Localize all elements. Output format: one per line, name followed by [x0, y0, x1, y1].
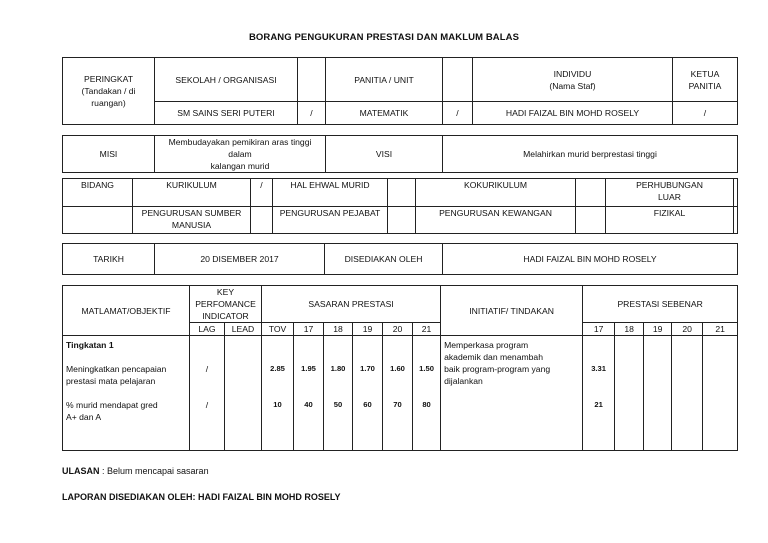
- fizikal-empty-cell: [734, 206, 738, 234]
- disediakan-value: HADI FAIZAL BIN MOHD ROSELY: [443, 244, 738, 275]
- page-title: BORANG PENGUKURAN PRESTASI DAN MAKLUM BALAS: [248, 32, 520, 43]
- tarikh-label: TARIKH: [63, 244, 155, 275]
- perhubungan-empty-cell: [734, 179, 738, 207]
- prestasi-year-20: 20: [672, 323, 703, 336]
- sasaran-year-20: 20: [383, 323, 413, 336]
- misi-label: MISI: [63, 136, 155, 173]
- kewangan-empty-cell: [576, 206, 606, 234]
- lead-header: LEAD: [225, 323, 262, 336]
- target-2-tov: 10: [273, 400, 282, 409]
- sumber-empty-cell: [251, 206, 273, 234]
- prestasi-year-19: 19: [644, 323, 672, 336]
- objective-cell: [63, 336, 190, 451]
- bidang-table: [62, 178, 738, 234]
- sekolah-mark: /: [298, 102, 326, 125]
- target-1-18: 1.80: [330, 364, 346, 373]
- actual-19-cell: [644, 336, 672, 451]
- prestasi-table: [62, 285, 738, 451]
- sasaran-year-17: 17: [294, 323, 324, 336]
- target-2-19: 60: [363, 400, 372, 409]
- kewangan-label: PENGURUSAN KEWANGAN: [416, 206, 576, 234]
- sekolah-label: SEKOLAH / ORGANISASI: [155, 58, 298, 102]
- visi-value: Melahirkan murid berprestasi tinggi: [443, 136, 738, 173]
- lead-cell: [225, 336, 262, 451]
- peringkat-label: PERINGKAT (Tandakan / di ruangan): [63, 58, 155, 125]
- prestasi-year-18: 18: [615, 323, 644, 336]
- prestasi-year-17: 17: [583, 323, 615, 336]
- sasaran-year-18: 18: [324, 323, 353, 336]
- kpi-header: KEY PERFOMANCE INDICATOR: [190, 286, 262, 323]
- target-1-19: 1.70: [360, 364, 375, 373]
- target-1-17: 1.95: [301, 364, 316, 373]
- matlamat-header: MATLAMAT/OBJEKTIF: [63, 286, 190, 336]
- kokurikulum-empty-cell: [576, 179, 606, 207]
- visi-label: VISI: [326, 136, 443, 173]
- target-17-cell: [294, 336, 324, 451]
- prestasi-sebenar-header: PRESTASI SEBENAR: [583, 286, 738, 323]
- tarikh-table: [62, 243, 738, 275]
- target-1-21: 1.50: [419, 364, 434, 373]
- target-2-18: 50: [333, 400, 343, 409]
- pejabat-empty-cell: [388, 206, 416, 234]
- kurikulum-mark: /: [251, 179, 273, 207]
- lag-cell: [190, 336, 225, 451]
- sasaran-year-21: 21: [413, 323, 441, 336]
- individu-value: HADI FAIZAL BIN MOHD ROSELY: [473, 102, 673, 125]
- hal-ehwal-empty-cell: [388, 179, 416, 207]
- target-18-cell: [324, 336, 353, 451]
- bidang-label: BIDANG: [63, 179, 133, 207]
- actual-18-cell: [615, 336, 644, 451]
- objective-2: % murid mendapat gred A+ dan A: [66, 400, 158, 422]
- sekolah-value: SM SAINS SERI PUTERI: [155, 102, 298, 125]
- individu-label: INDIVIDU (Nama Staf): [473, 58, 673, 102]
- target-2-17: 40: [304, 400, 313, 409]
- sasaran-year-19: 19: [353, 323, 383, 336]
- ulasan-value: Belum mencapai sasaran: [107, 466, 209, 476]
- fizikal-label: FIZIKAL: [606, 206, 734, 234]
- target-2-20: 70: [393, 400, 402, 409]
- actual-2-17: 21: [594, 400, 603, 409]
- target-20-cell: [383, 336, 413, 451]
- sekolah-empty-cell: [298, 58, 326, 102]
- panitia-empty-cell: [443, 58, 473, 102]
- ulasan-separator: :: [99, 466, 108, 476]
- objective-1: Meningkatkan pencapaian prestasi mata pelajaran: [66, 364, 167, 386]
- panitia-label: PANITIA / UNIT: [326, 58, 443, 102]
- lag-header: LAG: [190, 323, 225, 336]
- target-tov-cell: [262, 336, 294, 451]
- actual-1-17: 3.31: [591, 364, 606, 373]
- hal-ehwal-label: HAL EHWAL MURID: [273, 179, 388, 207]
- panitia-mark: /: [443, 102, 473, 125]
- perhubungan-label: PERHUBUNGAN LUAR: [606, 179, 734, 207]
- target-1-tov: 2.85: [270, 364, 285, 373]
- actual-21-cell: [703, 336, 738, 451]
- ulasan-line: [62, 466, 209, 476]
- kokurikulum-label: KOKURIKULUM: [416, 179, 576, 207]
- sumber-label: PENGURUSAN SUMBER MANUSIA: [133, 206, 251, 234]
- tarikh-value: 20 DISEMBER 2017: [155, 244, 325, 275]
- target-2-21: 80: [422, 400, 431, 409]
- laporan-line: LAPORAN DISEDIAKAN OLEH: HADI FAIZAL BIN MOHD ROSELY: [62, 492, 341, 502]
- initiatif-header: INITIATIF/ TINDAKAN: [441, 286, 583, 336]
- kurikulum-label: KURIKULUM: [133, 179, 251, 207]
- sasaran-header: SASARAN PRESTASI: [262, 286, 441, 323]
- disediakan-label: DISEDIAKAN OLEH: [325, 244, 443, 275]
- misi-table: [62, 135, 738, 173]
- actual-20-cell: [672, 336, 703, 451]
- panitia-value: MATEMATIK: [326, 102, 443, 125]
- tingkatan-label: Tingkatan 1: [66, 340, 114, 350]
- target-19-cell: [353, 336, 383, 451]
- lag-mark-2: /: [205, 400, 209, 410]
- ketua-mark: /: [673, 102, 738, 125]
- peringkat-table: [62, 57, 738, 125]
- ulasan-label: ULASAN: [62, 466, 100, 476]
- bidang-empty-cell: [63, 206, 133, 234]
- target-1-20: 1.60: [390, 364, 405, 373]
- prestasi-year-21: 21: [703, 323, 738, 336]
- lag-mark-1: /: [205, 364, 209, 374]
- tov-header: TOV: [262, 323, 294, 336]
- initiative-text: Memperkasa program akademik dan menambah baik program-program yang dijalankan: [441, 336, 583, 451]
- ketua-label: KETUA PANITIA: [673, 58, 738, 102]
- actual-17-cell: [583, 336, 615, 451]
- pejabat-label: PENGURUSAN PEJABAT: [273, 206, 388, 234]
- target-21-cell: [413, 336, 441, 451]
- misi-value: Membudayakan pemikiran aras tinggi dalam kalangan murid: [155, 136, 326, 173]
